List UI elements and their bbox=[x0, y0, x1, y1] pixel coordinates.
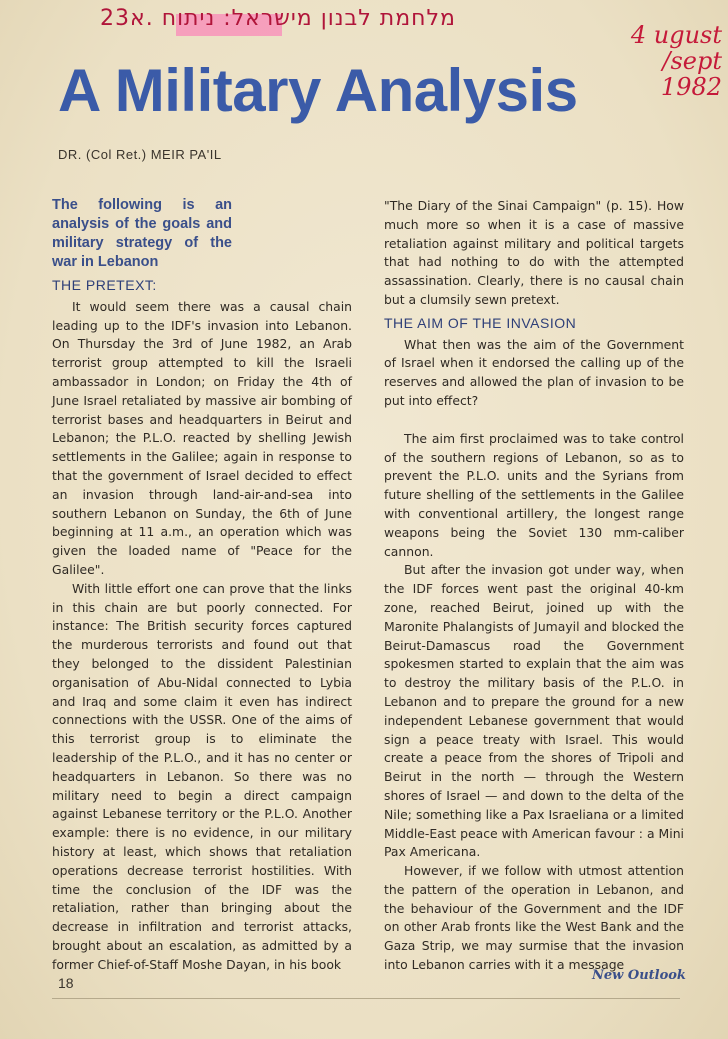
paragraph: With little effort one can prove that the links in this chain are but poorly connected. For instance: The British security forces captured the murderous terrorists and found out that they belonged to the dissident Palestinian organisation of Abu-Nidal connected to Lybia and Iraq and some claim it even has indirect connections with the USSR. One of the aims of this terrorist group is to eliminate the leadership of the P.L.O., and it has no center or headquarters in Lebanon. So there was no military need to begin a direct campaign against Lebanese territory or the P.L.O. Another example: there is no evidence, in our military history at least, which shows that retaliation operations decrease terrorist hostilities. With time the conclusion of the IDF was the retaliation, rather than bringing about the decrease in infiltration and terrorist attacks, brought about an escalation, as admitted by a former Chief-of-Staff Moshe Dayan, in his book bbox=[52, 580, 352, 972]
section-heading-aim: THE AIM OF THE INVASION bbox=[384, 314, 577, 331]
paragraph: The aim first proclaimed was to take control of the southern regions of Lebanon, so as to prevent the P.L.O. units and the Syrians from future shelling of the settlements in the Galilee with conventional artillery, the longest range weapons being the Soviet 130 mm-caliber cannon. bbox=[384, 430, 684, 559]
paragraph: But after the invasion got under way, when the IDF forces went past the original 40-km zone, reached Beirut, joined up with the Maronite Phalangists of Jumayil and blocked the Beirut-Damascus road the Government spokesmen started to explain that the aim was to destroy the military basis of the P.L.O. in Lebanon and to prepare the ground for a new independent Lebanese government that would sign a peace treaty with Israel. This would create a peace from the shores of Tripoli and Beirut in the north — through the Western shores of Israel — and down to the delta of the Nile; something like a Pax Israeliana or a limited Middle-East peace with American favour : a Mini Pax Americana. bbox=[384, 562, 684, 860]
handwritten-date-line2: 1982 bbox=[660, 73, 722, 101]
article-title: A Military Analysis bbox=[58, 57, 578, 124]
handwritten-date bbox=[572, 22, 722, 100]
paragraph: However, if we follow with utmost attention the pattern of the operation in Lebanon, and the behaviour of the Government and the IDF on other Arab fronts like the West Bank and the Gaza Strip, we may surmise that the invasion into Lebanon carries with it a message bbox=[384, 863, 684, 973]
article-intro: The following is an analysis of the goals and military strategy of the war in Lebanon bbox=[52, 197, 232, 270]
left-column bbox=[52, 196, 352, 974]
section-heading-pretext: THE PRETEXT: bbox=[52, 277, 157, 293]
article-author: DR. (Col Ret.) MEIR PA'IL bbox=[58, 147, 222, 162]
paragraph-continued: "The Diary of the Sinai Campaign" (p. 15). How much more so when it is a case of massive retaliation against military and political targets that had nothing to do with the attempted assassination. Clearly, there is no causal chain but a clumsily sewn pretext. bbox=[384, 198, 684, 307]
footer-rule bbox=[52, 998, 680, 999]
journal-name: New Outlook bbox=[592, 968, 686, 983]
page-number: 18 bbox=[58, 975, 74, 991]
right-column bbox=[384, 197, 684, 975]
paragraph: What then was the aim of the Government of Israel when it endorsed the calling up of the reserves and allowed the plan of invasion to be put into effect? bbox=[384, 336, 684, 408]
handwritten-hebrew-note: מלחמת לבנון מישראל: ניתוח .א23 bbox=[100, 6, 456, 31]
paragraph: It would seem there was a causal chain leading up to the IDF's invasion into Lebanon. On Thursday the 3rd of June 1982, an Arab terrorist group attempted to kill the Israeli ambassador in London; on Friday the 4th of June Israel retaliated by massive air bombing of terrorist bases and headquarters in Beirut and Lebanon; the P.L.O. reacted by shelling Jewish settlements in the Galilee; again in response to that the government of Israel decided to effect an invasion through land-air-and-sea into southern Lebanon on Sunday, the 6th of June beginning at 11 a.m., an operation which was given the loaded name of "Peace for the Galilee". bbox=[52, 298, 352, 577]
handwritten-date-line1: 4 ugust /sept bbox=[630, 21, 722, 75]
